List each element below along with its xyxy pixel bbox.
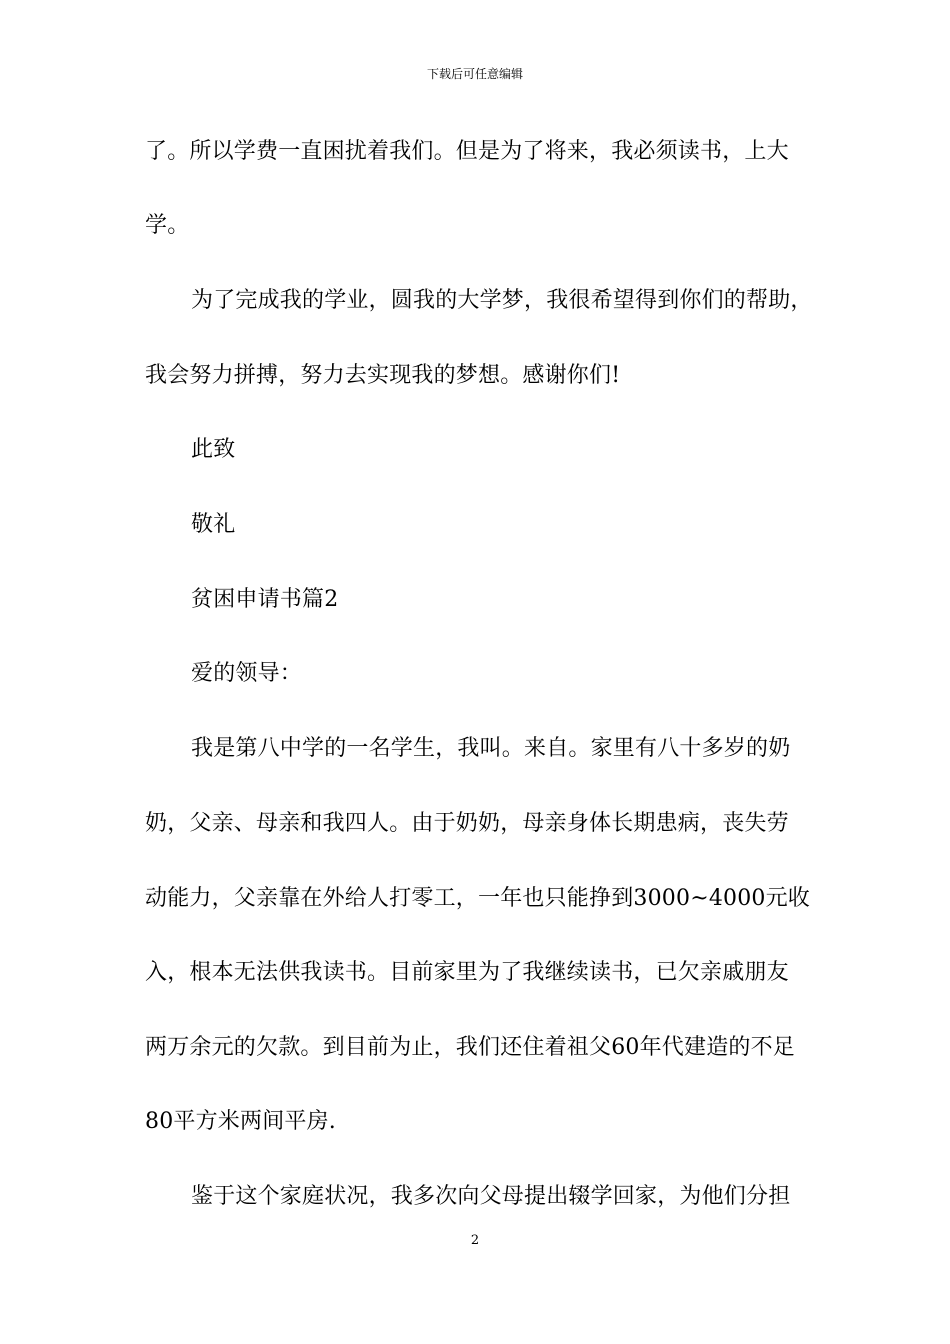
page-number: 2 [470,1233,480,1248]
closing-line: 敬礼 [191,512,236,537]
paragraph-line: 我是第八中学的一名学生，我叫。来自。家里有八十多岁的奶 [191,736,791,761]
closing-line: 此致 [191,437,236,462]
section-heading: 贫困申请书篇2 [191,587,339,612]
paragraph-line: 80平方米两间平房. [145,1109,336,1134]
paragraph-line: 了。所以学费一直困扰着我们。但是为了将来，我必须读书，上大 [145,139,789,164]
paragraph-line: 为了完成我的学业，圆我的大学梦，我很希望得到你们的帮助， [191,288,813,313]
paragraph-line: 动能力，父亲靠在外给人打零工，一年也只能挣到3000~4000元收 [145,886,811,911]
salutation: 爱的领导： [191,661,303,686]
paragraph-line: 两万余元的欠款。到目前为止，我们还住着祖父60年代建造的不足 [145,1035,795,1060]
paragraph-line: 入，根本无法供我读书。目前家里为了我继续读书，已欠亲戚朋友 [145,960,789,985]
paragraph-line: 鉴于这个家庭状况，我多次向父母提出辍学回家，为他们分担 [191,1184,791,1209]
paragraph-line: 学。 [145,213,190,238]
page-header: 下载后可任意编辑 [426,67,523,81]
paragraph-line: 奶，父亲、母亲和我四人。由于奶奶，母亲身体长期患病，丧失劳 [145,811,789,836]
paragraph-line: 我会努力拼搏，努力去实现我的梦想。感谢你们! [145,363,621,388]
